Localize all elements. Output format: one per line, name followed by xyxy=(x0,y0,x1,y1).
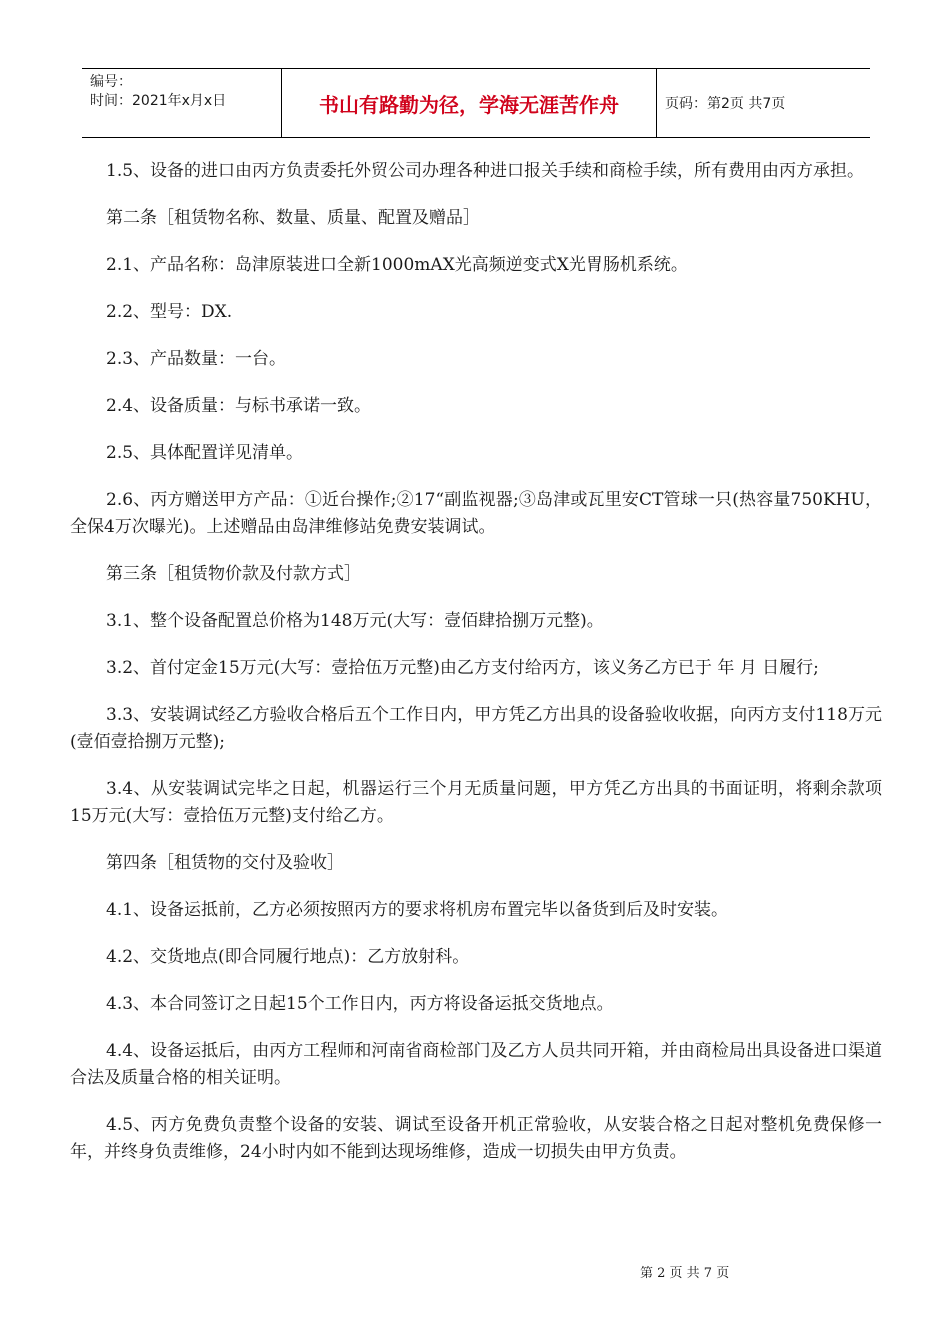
section-heading: 第二条［租赁物名称、数量、质量、配置及赠品］ xyxy=(106,208,480,228)
paragraph: 4.3、本合同签订之日起15个工作日内，丙方将设备运抵交货地点。 xyxy=(106,994,614,1014)
paragraph: 2.3、产品数量：一台。 xyxy=(106,349,287,369)
paragraph: 2.4、设备质量：与标书承诺一致。 xyxy=(106,396,372,416)
paragraph: 3.2、首付定金15万元(大写：壹拾伍万元整)由乙方支付给丙方，该义务乙方已于 年 月 日履行; xyxy=(106,658,819,678)
header-meta xyxy=(82,69,282,137)
section-heading: 第四条［租赁物的交付及验收］ xyxy=(106,853,344,873)
paragraph: 2.5、具体配置详见清单。 xyxy=(106,443,304,463)
date-label: 时间：2021年x月x日 xyxy=(90,93,227,109)
paragraph: 4.5、丙方免费负责整个设备的安装、调试至设备开机正常验收，从安装合格之日起对整机免费保修一年，并终身负责维修，24小时内如不能到达现场维修，造成一切损失由甲方负责。 xyxy=(70,1115,882,1162)
paragraph: 4.1、设备运抵前，乙方必须按照丙方的要求将机房布置完毕以备货到后及时安装。 xyxy=(106,900,729,920)
header-motto: 书山有路勤为径，学海无涯苦作舟 xyxy=(282,69,657,137)
serial-number-label: 编号： xyxy=(90,74,132,90)
paragraph: 2.6、丙方赠送甲方产品：①近台操作;②17“副监视器;③岛津或瓦里安CT管球一只(热容量750KHU，全保4万次曝光)。上述赠品由岛津维修站免费安装调试。 xyxy=(70,490,882,537)
paragraph: 2.2、型号：DX. xyxy=(106,302,233,322)
paragraph: 4.4、设备运抵后，由丙方工程师和河南省商检部门及乙方人员共同开箱，并由商检局出具设备进口渠道合法及质量合格的相关证明。 xyxy=(70,1041,882,1088)
paragraph: 2.1、产品名称：岛津原装进口全新1000mAX光高频逆变式X光胃肠机系统。 xyxy=(106,255,688,275)
paragraph: 1.5、设备的进口由丙方负责委托外贸公司办理各种进口报关手续和商检手续，所有费用由丙方承担。 xyxy=(106,161,865,181)
section-heading: 第三条［租赁物价款及付款方式］ xyxy=(106,564,361,584)
paragraph: 4.2、交货地点(即合同履行地点)：乙方放射科。 xyxy=(106,947,470,967)
header-page-label: 页码：第2页 共7页 xyxy=(665,96,786,112)
paragraph: 3.3、安装调试经乙方验收合格后五个工作日内，甲方凭乙方出具的设备验收收据，向丙方支付118万元(壹佰壹拾捌万元整); xyxy=(70,705,882,752)
document-body xyxy=(70,158,882,1186)
paragraph: 3.1、整个设备配置总价格为148万元(大写：壹佰肆拾捌万元整)。 xyxy=(106,611,604,631)
page-footer: 第 2 页 共 7 页 xyxy=(640,1266,730,1281)
paragraph: 3.4、从安装调试完毕之日起，机器运行三个月无质量问题，甲方凭乙方出具的书面证明，将剩余款项15万元(大写：壹拾伍万元整)支付给乙方。 xyxy=(70,779,882,826)
page-header xyxy=(82,68,870,138)
